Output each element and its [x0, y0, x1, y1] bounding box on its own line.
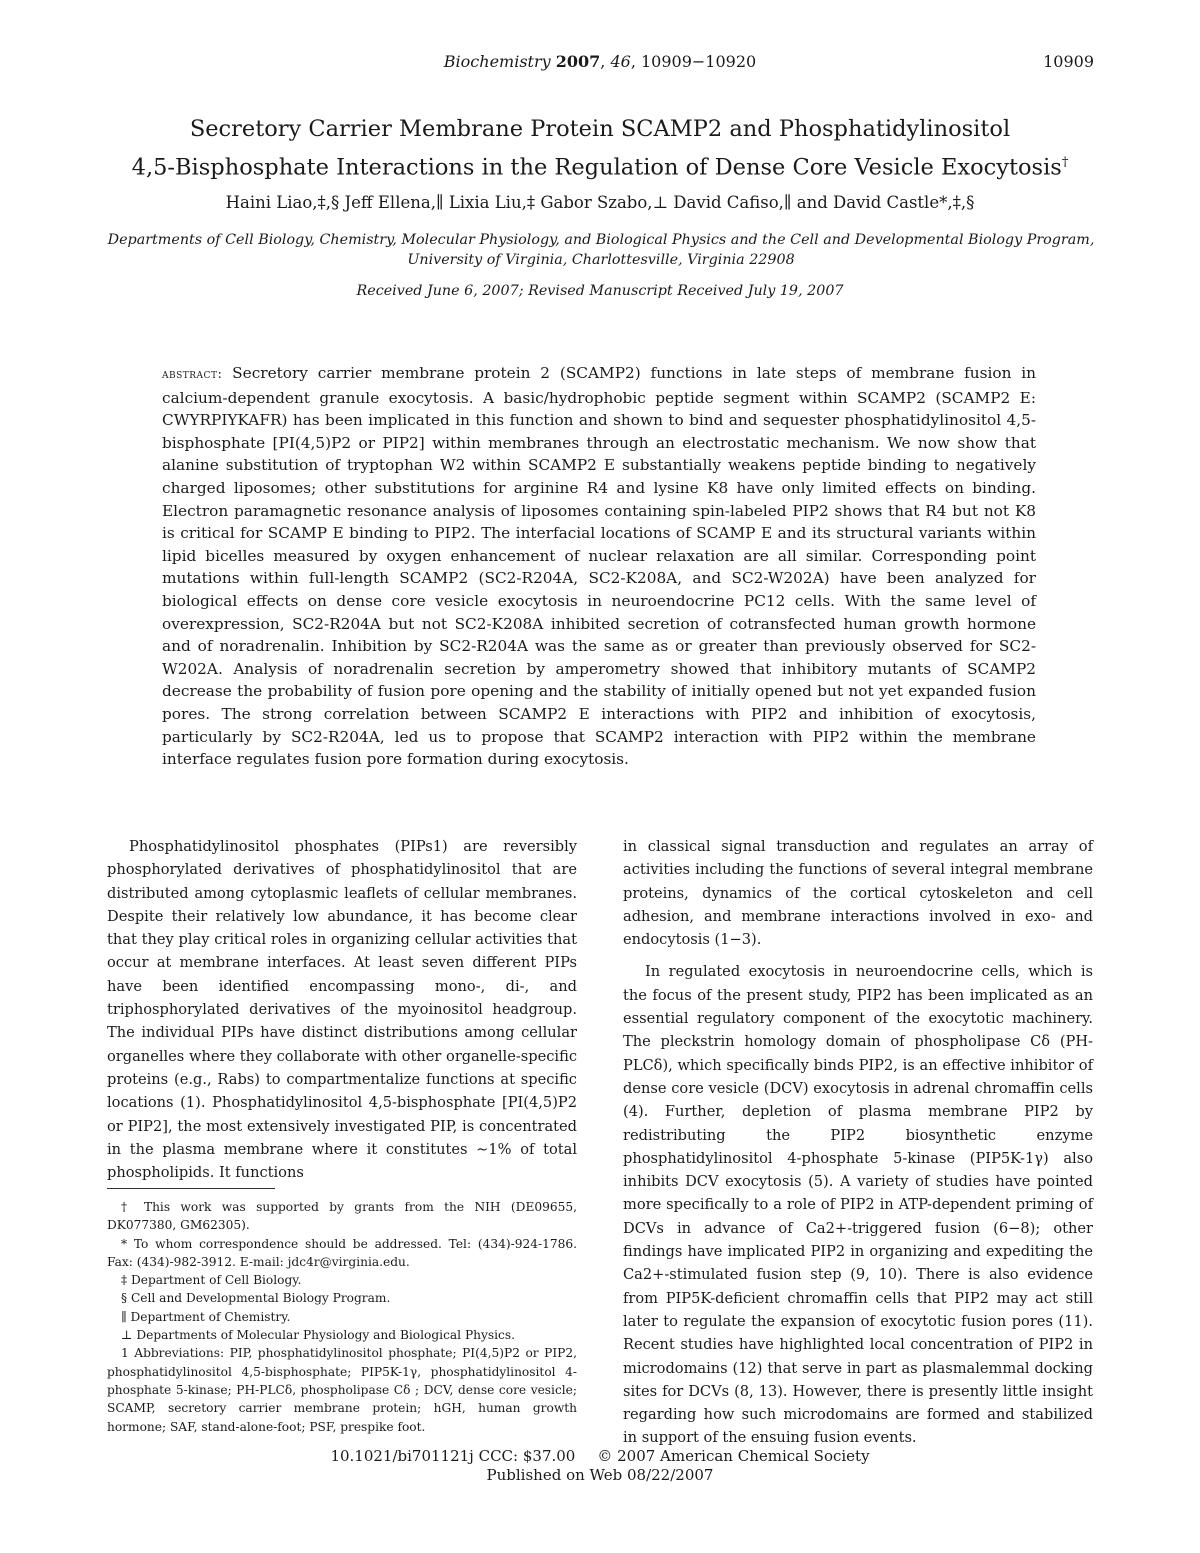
journal-year: 2007 — [555, 52, 601, 71]
abstract-label: abstract: — [162, 367, 223, 382]
article-title — [100, 112, 1100, 185]
footnote-funding: † This work was supported by grants from the NIH (DE09655, DK077380, GM62305). — [107, 1200, 577, 1233]
affiliation: Departments of Cell Biology, Chemistry, Molecular Physiology, and Biological Physics and the Cell and Developmental Biology Program, University of Virginia, Charlottesville, Virginia 22908 — [107, 232, 1095, 268]
title-line-1: Secretory Carrier Membrane Protein SCAMP2 and Phosphatidylinositol — [189, 116, 1011, 142]
footnote-divider — [107, 1188, 275, 1189]
body-paragraph: Phosphatidylinositol phosphates (PIPs1) are reversibly phosphorylated derivatives of phosphatidylinositol that are distributed among cytoplasmic leaflets of cellular membranes. Despite their relatively low abundance, it has become clear that they play critical roles in organizing cellular activities that occur at membrane interfaces. At least seven different PIPs have been identified encompassing mono-, di-, and triphosphorylated derivatives of the myoinositol headgroup. The individual PIPs have distinct distributions among cellular organelles where they collaborate with other organelle-specific proteins (e.g., Rabs) to compartmentalize functions at specific locations (1). Phosphatidylinositol 4,5-bisphosphate [PI(4,5)P2 or PIP2], the most extensively investigated PIP, is concentrated in the plasma membrane where it constitutes ∼1% of total phospholipids. It functions — [107, 838, 577, 1182]
copyright: © 2007 American Chemical Society — [597, 1447, 870, 1465]
body-paragraph: In regulated exocytosis in neuroendocrine cells, which is the focus of the present study, PIP2 has been implicated as an essential regulatory component of the exocytotic machinery. The pleckstrin homology domain of phospholipase Cδ (PH-PLCδ), which specifically binds PIP2, is an effective inhibitor of dense core vesicle (DCV) exocytosis in adrenal chromaffin cells (4). Further, depletion of plasma membrane PIP2 by redistributing the PIP2 biosynthetic enzyme phosphatidylinositol 4-phosphate 5-kinase (PIP5K-1γ) also inhibits DCV exocytosis (5). A variety of studies have pointed more specifically to a role of PIP2 in ATP-dependent priming of DCVs in advance of Ca2+-triggered fusion (6−8); other findings have implicated PIP2 in organizing and expediting the Ca2+-stimulated fusion step (9, 10). There is also evidence from PIP5K-deficient chromaffin cells that PIP2 may act still later to regulate the expansion of exocytotic fusion pores (11). Recent studies have highlighted local concentration of PIP2 in microdomains (12) that serve in part as plasmalemmal docking sites for DCVs (8, 13). However, there is presently little insight regarding how such microdomains are formed and stabilized in support of the ensuing fusion events. — [623, 963, 1093, 1447]
footnote-correspondence: * To whom correspondence should be addressed. Tel: (434)-924-1786. Fax: (434)-982-3912. E-mail: jdc4r@virginia.edu. — [107, 1236, 577, 1269]
received-dates: Received June 6, 2007; Revised Manuscript Received July 19, 2007 — [356, 283, 844, 299]
published-date: Published on Web 08/22/2007 — [486, 1466, 714, 1484]
footnote-affil-program: § Cell and Developmental Biology Program. — [121, 1291, 391, 1306]
footnote-affil-cell-biology: ‡ Department of Cell Biology. — [121, 1273, 302, 1288]
title-footnote-mark: † — [1061, 155, 1069, 170]
author-list: Haini Liao,‡,§ Jeff Ellena,∥ Lixia Liu,‡ Gabor Szabo,⊥ David Cafiso,∥ and David Castle*,‡,§ — [225, 193, 975, 212]
footer-identifiers — [0, 1447, 1200, 1465]
footnote-affil-physiology: ⊥ Departments of Molecular Physiology and Biological Physics. — [121, 1328, 515, 1343]
body-column-left — [107, 835, 577, 1184]
body-paragraph: in classical signal transduction and regulates an array of activities including the functions of several integral membrane proteins, dynamics of the cortical cytoskeleton and cell adhesion, and membrane interactions involved in exo- and endocytosis (1−3). — [623, 838, 1093, 949]
doi-line: 10.1021/bi701121j CCC: $37.00 — [330, 1447, 576, 1465]
journal-citation: Biochemistry 2007, 46, 10909−10920 — [443, 52, 757, 71]
footnote-abbreviations: 1 Abbreviations: PIP, phosphatidylinositol phosphate; PI(4,5)P2 or PIP2, phosphatidylinositol 4,5-bisphosphate; PIP5K-1γ, phosphatidylinositol 4-phosphate 5-kinase; PH-PLCδ, phospholipase Cδ ; DCV, dense core vesicle; SCAMP, secretory carrier membrane protein; hGH, human growth hormone; SAF, stand-alone-foot; PSF, prespike foot. — [107, 1346, 577, 1434]
page-number: 10909 — [1043, 52, 1094, 71]
footnote-affil-chemistry: ∥ Department of Chemistry. — [121, 1309, 291, 1324]
abstract-text: Secretory carrier membrane protein 2 (SCAMP2) functions in late steps of membrane fusion in calcium-dependent granule exocytosis. A basic/hydrophobic peptide segment within SCAMP2 (SCAMP2 E: CWYRPIYKAFR) has been implicated in this function and shown to bind and sequester phosphatidylinositol 4,5-bisphosphate [PI(4,5)P2 or PIP2] within membranes through an electrostatic mechanism. We now show that alanine substitution of tryptophan W2 within SCAMP2 E substantially weakens peptide binding to negatively charged liposomes; other substitutions for arginine R4 and lysine K8 have only limited effects on binding. Electron paramagnetic resonance analysis of liposomes containing spin-labeled PIP2 shows that R4 but not K8 is critical for SCAMP E binding to PIP2. The interfacial locations of SCAMP E and its structural variants within lipid bicelles measured by oxygen enhancement of nuclear relaxation are all similar. Corresponding point mutations within full-length SCAMP2 (SC2-R204A, SC2-K208A, and SC2-W202A) have been analyzed for biological effects on dense core vesicle exocytosis in neuroendocrine PC12 cells. With the same level of overexpression, SC2-R204A but not SC2-K208A inhibited secretion of cotransfected human growth hormone and of noradrenalin. Inhibition by SC2-R204A was the same as or greater than previously observed for SC2-W202A. Analysis of noradrenalin secretion by amperometry showed that inhibitory mutants of SCAMP2 decrease the probability of fusion pore opening and the stability of initially opened but not yet expanded fusion pores. The strong correlation between SCAMP2 E interactions with PIP2 and inhibition of exocytosis, particularly by SC2-R204A, led us to propose that SCAMP2 interaction with PIP2 within the membrane interface regulates fusion pore formation during exocytosis. — [162, 364, 1036, 769]
journal-volume: 46 — [610, 52, 631, 71]
journal-pages: 10909−10920 — [640, 52, 757, 71]
footnotes — [107, 1198, 577, 1436]
title-line-2 — [100, 146, 1100, 185]
journal-name: Biochemistry — [443, 52, 551, 71]
title-line-2-text: 4,5-Bisphosphate Interactions in the Regulation of Dense Core Vesicle Exocytosis — [131, 154, 1062, 181]
body-column-right — [623, 835, 1093, 1450]
abstract — [162, 362, 1036, 771]
